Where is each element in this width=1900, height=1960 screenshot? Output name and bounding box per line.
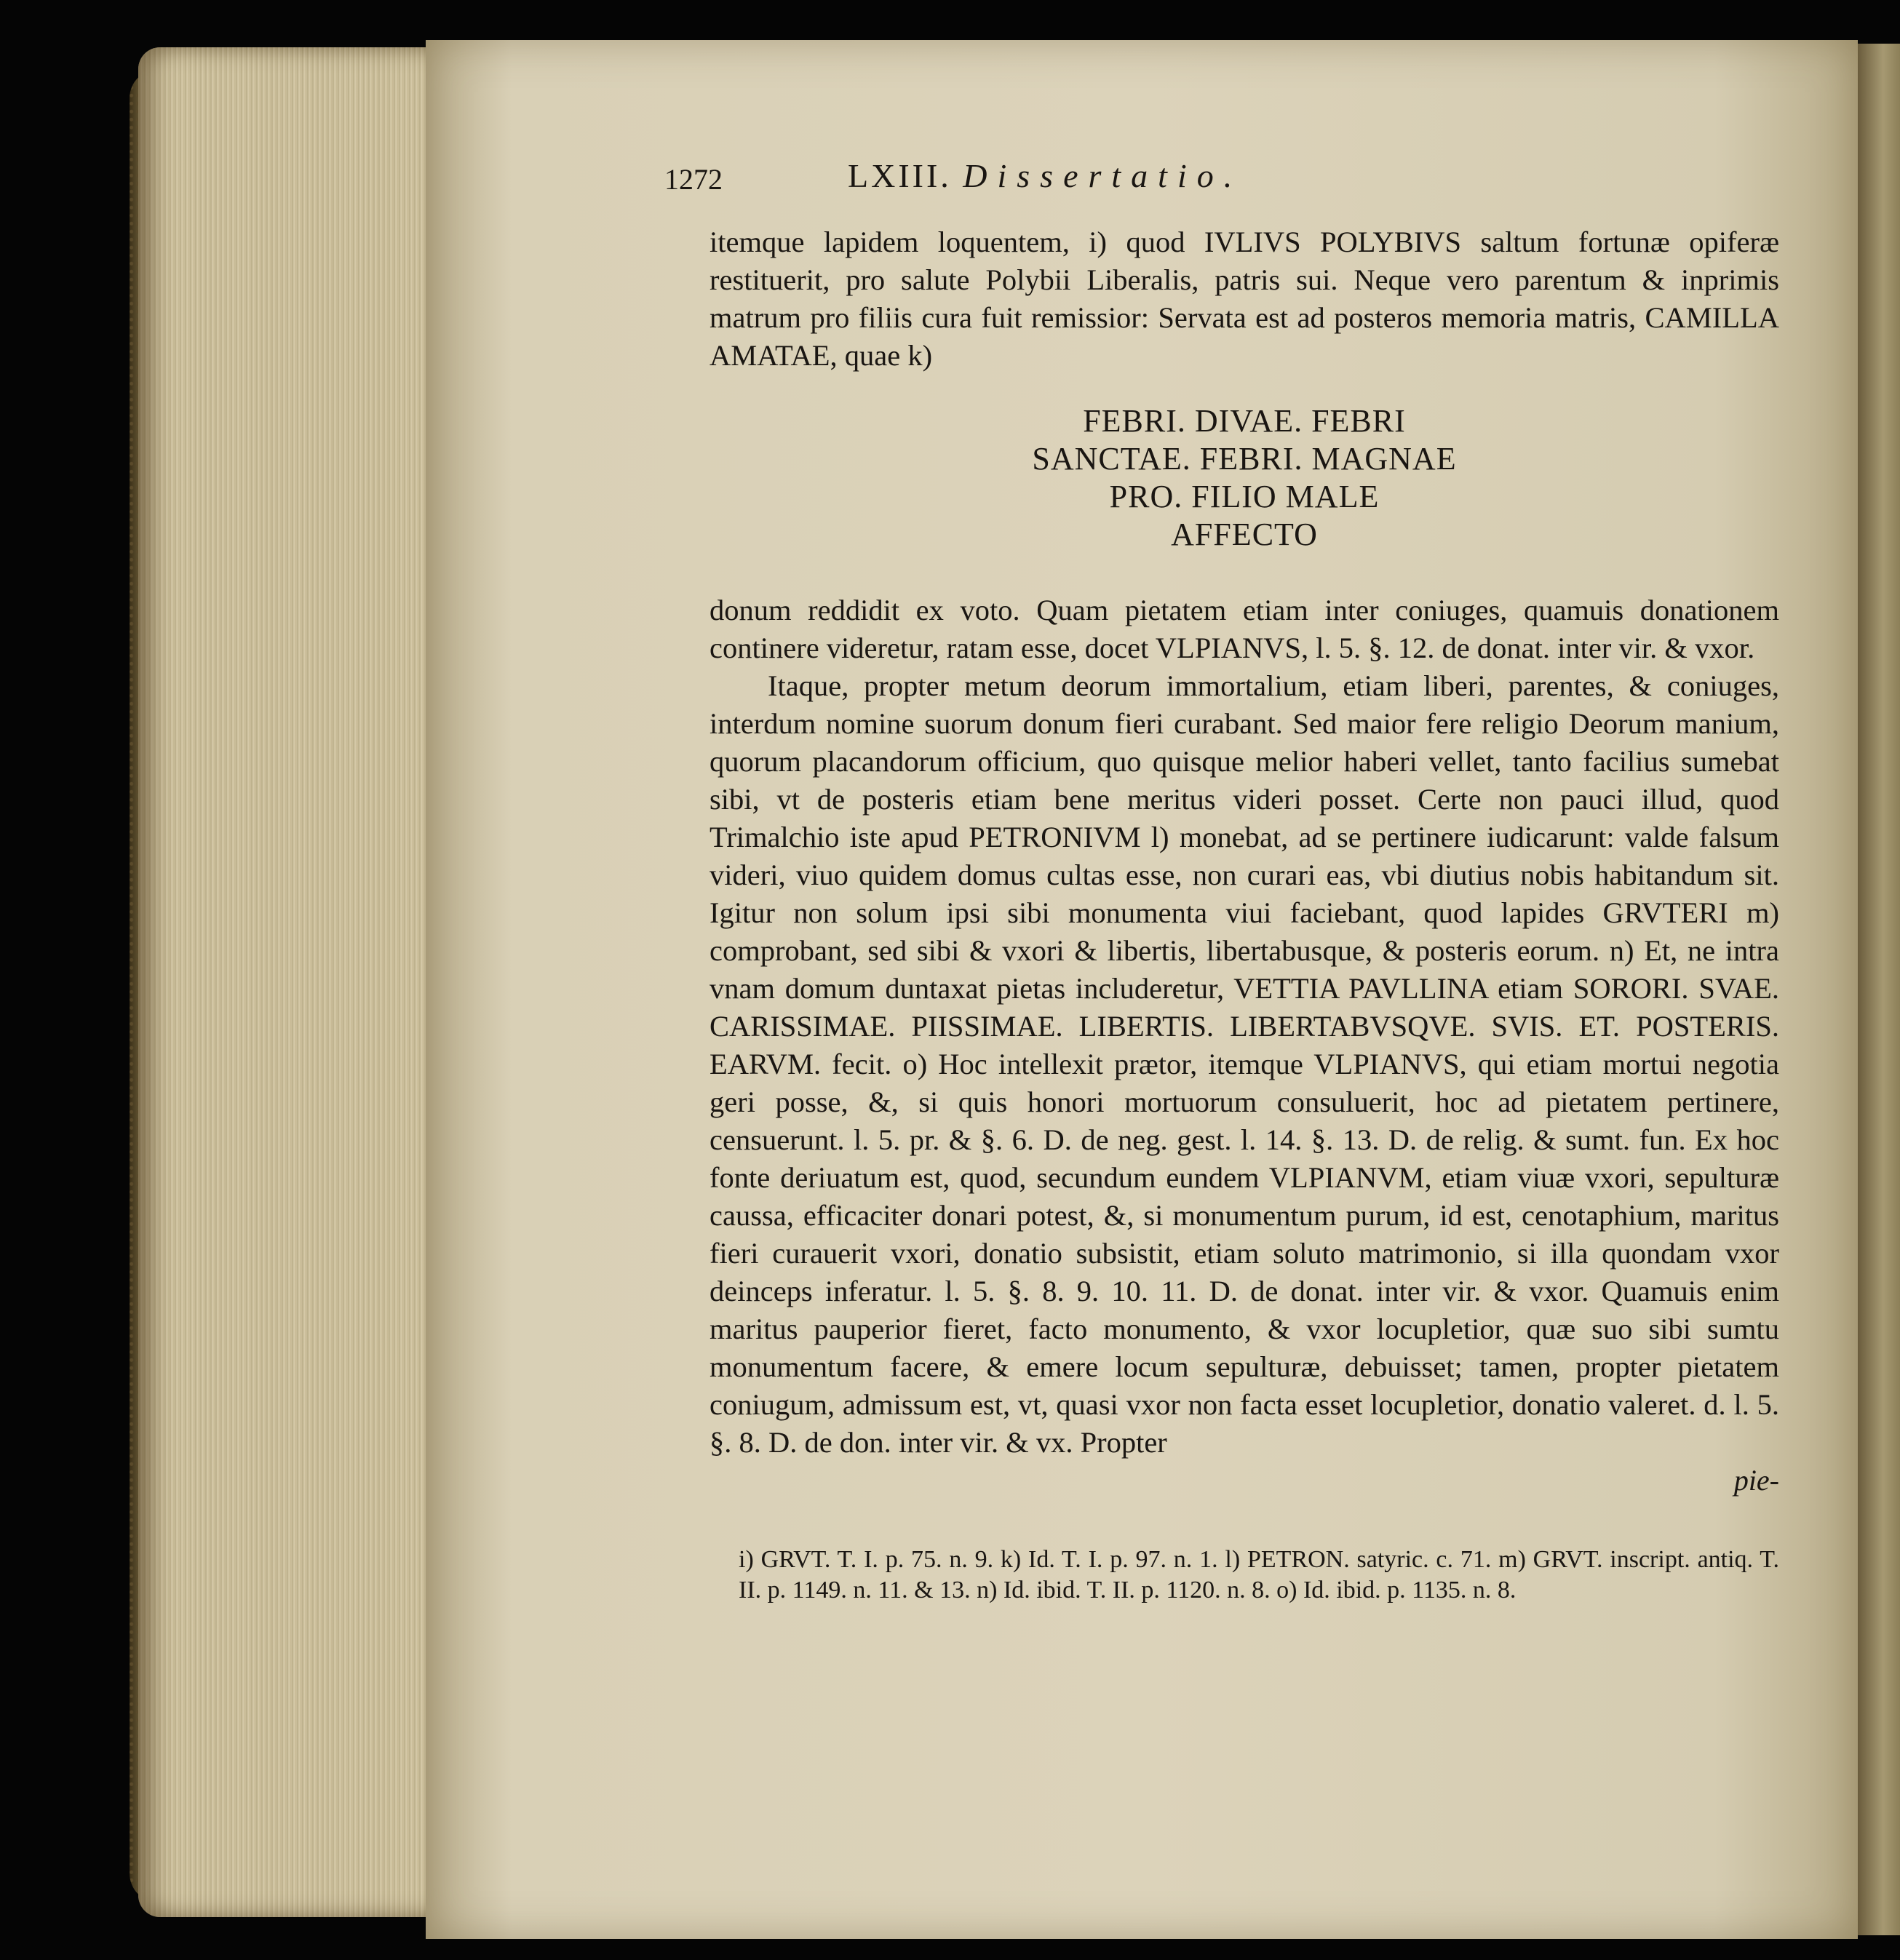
paragraph: Itaque, propter metum deorum immortalium, etiam liberi, parentes, & coniuges, interdum nomine suorum donum fieri curabant. Sed maior fere religio Deorum manium, quorum placandorum officium, quo quisque melior haberi vellet, tanto facilius sumebat sibi, vt de posteris etiam bene meritus videri posset. Certe non pauci illud, quod Trimalchio iste apud PETRONIVM l) monebat, ad se pertinere iudicarunt: valde falsum videri, viuo quidem domus cultas esse, non curari eas, vbi diutius nobis habitandum sit. Igitur non solum ipsi sibi monumenta viui faciebant, quod lapides GRVTERI m) comprobant, sed sibi & vxori & libertis, libertabusque, & posteris eorum. n) Et, ne intra vnam domum duntaxat pietas includeretur, VETTIA PAVLLINA etiam SORORI. SVAE. CARISSIMAE. PIISSIMAE. LIBERTIS. LIBERTABVSQVE. SVIS. ET. POSTERIS. EARVM. fecit. o) Hoc intellexit prætor, itemque VLPIANVS, qui etiam mortui negotia geri posse, &, si quis honori mortuorum consuluerit, hoc ad pietatem pertinere, censuerunt. l. 5. pr. & §. 6. D. de neg. gest. l. 14. §. 13. D. de relig. & sumt. fun. Ex hoc fonte deriuatum est, quod, secundum eundem VLPIANVM, etiam viuæ vxori, sepulturæ caussa, efficaciter donari potest, &, si monumentum purum, id est, cenotaphium, maritus fieri curauerit vxori, donatio subsistit, etiam soluto matrimonio, si illa quondam vxor deinceps inferatur. l. 5. §. 8. 9. 10. 11. D. de donat. inter vir. & vxor. Quamuis enim maritus pauperior fieret, facto monumento, & vxor locupletior, quæ suo sibi sumtu monumentum facere, & emere locum sepulturæ, debuisset; tamen, propter pietatem coniugum, admissum est, vt, quasi vxor non facta esset locupletior, donatio valeret. d. l. 5. §. 8. D. de don. inter vir. & vx. Propter — [709, 669, 1779, 1459]
inscription-line: PRO. FILIO MALE — [1109, 479, 1380, 514]
running-head — [664, 156, 1779, 207]
facing-page-edge — [1858, 44, 1900, 1935]
page-content — [664, 156, 1779, 1606]
paragraph: itemque lapidem loquentem, i) quod IVLIVS POLYBIVS saltum fortunæ opiferæ restituerit, pro salute Polybii Liberalis, patris sui. Neque vero parentum & inprimis matrum pro filiis cura fuit remissior: Servata est ad posteros memoria matris, CAMILLA AMATAE, quae k) — [709, 226, 1779, 372]
body-text — [709, 223, 1779, 1499]
page-stack-edge — [138, 47, 444, 1917]
inscription-line: FEBRI. DIVAE. FEBRI — [1083, 403, 1406, 439]
title-numeral: LXIII. — [848, 157, 952, 194]
paragraph: donum reddidit ex voto. Quam pietatem etiam inter coniuges, quamuis donationem continere videretur, ratam esse, docet VLPIANVS, l. 5. §. 12. de donat. inter vir. & vxor. — [709, 594, 1779, 664]
catchword: pie- — [1733, 1464, 1779, 1497]
running-title — [848, 156, 1242, 195]
footnotes: i) GRVT. T. I. p. 75. n. 9. k) Id. T. I. p. 97. n. 1. l) PETRON. satyric. c. 71. m) GRVT. inscript. antiq. T. II. p. 1149. n. 11. & 13. n) Id. ibid. T. II. p. 1120. n. 8. o) Id. ibid. p. 1135. n. 8. — [739, 1546, 1779, 1604]
title-word: Dissertatio. — [963, 157, 1243, 194]
page-number: 1272 — [664, 163, 723, 196]
inscription-line: AFFECTO — [1171, 517, 1318, 552]
inscription-block — [709, 402, 1779, 554]
inscription-line: SANCTAE. FEBRI. MAGNAE — [1032, 441, 1457, 477]
